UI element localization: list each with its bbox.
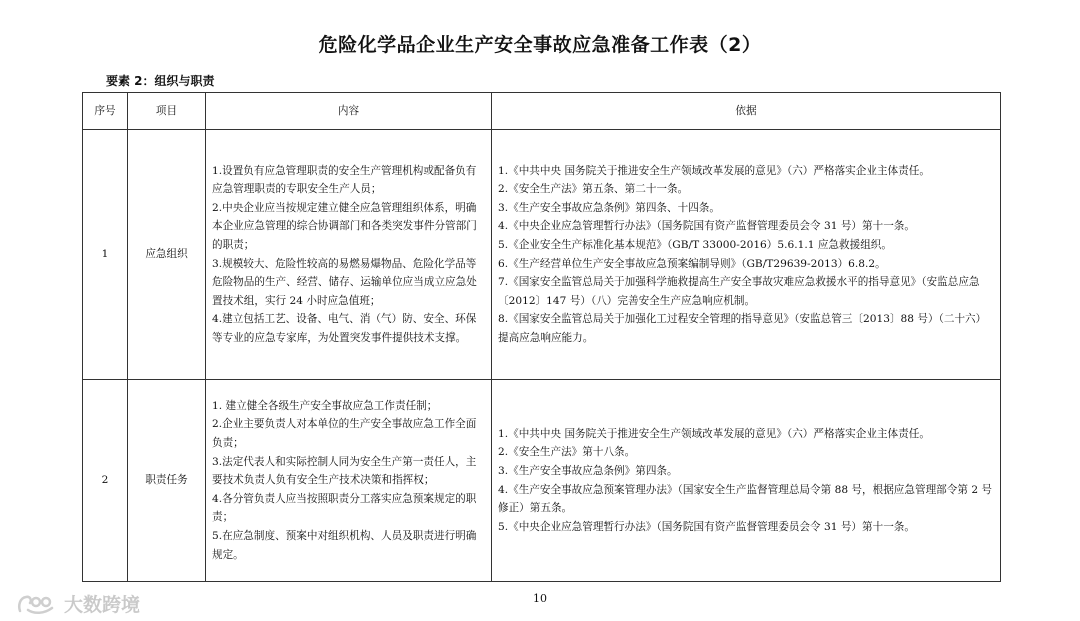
row-content bbox=[206, 130, 492, 380]
content-line: 4.各分管负责人应当按照职责分工落实应急预案规定的职责； bbox=[212, 492, 477, 524]
page-number: 10 bbox=[533, 592, 547, 605]
basis-line: 3.《生产安全事故应急条例》第四条、十四条。 bbox=[498, 201, 720, 214]
section-heading: 要素 2：组织与职责 bbox=[106, 74, 215, 88]
basis-line: 7.《国家安全监管总局关于加强科学施救提高生产安全事故灾难应急救援水平的指导意见》（安监总应急〔2012〕147 号）（八）完善安全生产应急响应机制。 bbox=[498, 276, 980, 307]
row-item: 应急组织 bbox=[128, 130, 206, 380]
basis-line: 1.《中共中央 国务院关于推进安全生产领域改革发展的意见》（六）严格落实企业主体责任。 bbox=[498, 427, 930, 440]
content-line: 2.企业主要负责人对本单位的生产安全事故应急工作全面负责； bbox=[212, 418, 477, 450]
table-row bbox=[83, 130, 1001, 380]
row-content bbox=[206, 380, 492, 582]
content-line: 4.建立包括工艺、设备、电气、消（气）防、安全、环保等专业的应急专家库，为处置突发事件提供技术支撑。 bbox=[212, 313, 477, 344]
basis-line: 5.《企业安全生产标准化基本规范》（GB/T 33000-2016）5.6.1.1 应急救援组织。 bbox=[498, 238, 892, 251]
content-line: 2.中央企业应当按规定建立健全应急管理组织体系，明确本企业应急管理的综合协调部门和各类突发事件分管部门的职责； bbox=[212, 201, 477, 251]
watermark-text: 大数跨境 bbox=[64, 594, 141, 616]
basis-line: 4.《生产安全事故应急预案管理办法》（国家安全生产监督管理总局令第 88 号，根据应急管理部令第 2 号修正）第五条。 bbox=[498, 483, 993, 515]
page-title: 危险化学品企业生产安全事故应急准备工作表（2） bbox=[318, 34, 762, 56]
header-no: 序号 bbox=[83, 93, 128, 130]
header-item: 项目 bbox=[128, 93, 206, 130]
basis-line: 2.《安全生产法》第十八条。 bbox=[498, 446, 636, 459]
row-basis bbox=[492, 380, 1001, 582]
content-line: 3.规模较大、危险性较高的易燃易爆物品、危险化学品等危险物品的生产、经营、储存、运输单位应当成立应急处置技术组，实行 24 小时应急值班； bbox=[212, 257, 477, 307]
basis-line: 6.《生产经营单位生产安全事故应急预案编制导则》（GB/T29639-2013）6.8.2。 bbox=[498, 257, 886, 270]
basis-line: 3.《生产安全事故应急条例》第四条。 bbox=[498, 464, 678, 477]
row-number: 2 bbox=[83, 380, 128, 582]
basis-line: 2.《安全生产法》第五条、第二十一条。 bbox=[498, 183, 689, 196]
watermark bbox=[16, 590, 140, 617]
table-header-row bbox=[83, 93, 1001, 130]
row-basis bbox=[492, 130, 1001, 380]
basis-line: 5.《中央企业应急管理暂行办法》（国务院国有资产监督管理委员会令 31 号）第十一条。 bbox=[498, 520, 915, 533]
table-row bbox=[83, 380, 1001, 582]
row-item: 职责任务 bbox=[128, 380, 206, 582]
basis-line: 8.《国家安全监管总局关于加强化工过程安全管理的指导意见》（安监总管三〔2013〕88 号）（二十六）提高应急响应能力。 bbox=[498, 313, 987, 344]
basis-line: 4.《中央企业应急管理暂行办法》（国务院国有资产监督管理委员会令 31 号）第十一条。 bbox=[498, 220, 915, 233]
content-line: 5.在应急制度、预案中对组织机构、人员及职责进行明确规定。 bbox=[212, 529, 477, 561]
header-basis: 依据 bbox=[492, 93, 1001, 130]
content-line: 1.设置负有应急管理职责的安全生产管理机构或配备负有应急管理职责的专职安全生产人员； bbox=[212, 164, 477, 196]
preparation-table bbox=[82, 92, 1001, 582]
header-content: 内容 bbox=[206, 93, 492, 130]
basis-line: 1.《中共中央 国务院关于推进安全生产领域改革发展的意见》（六）严格落实企业主体责任。 bbox=[498, 164, 930, 177]
row-number: 1 bbox=[83, 130, 128, 380]
content-line: 1. 建立健全各级生产安全事故应急工作责任制； bbox=[212, 399, 438, 412]
content-line: 3.法定代表人和实际控制人同为安全生产第一责任人，主要技术负责人负有安全生产技术决策和指挥权； bbox=[212, 455, 477, 487]
watermark-logo-icon bbox=[16, 593, 58, 615]
